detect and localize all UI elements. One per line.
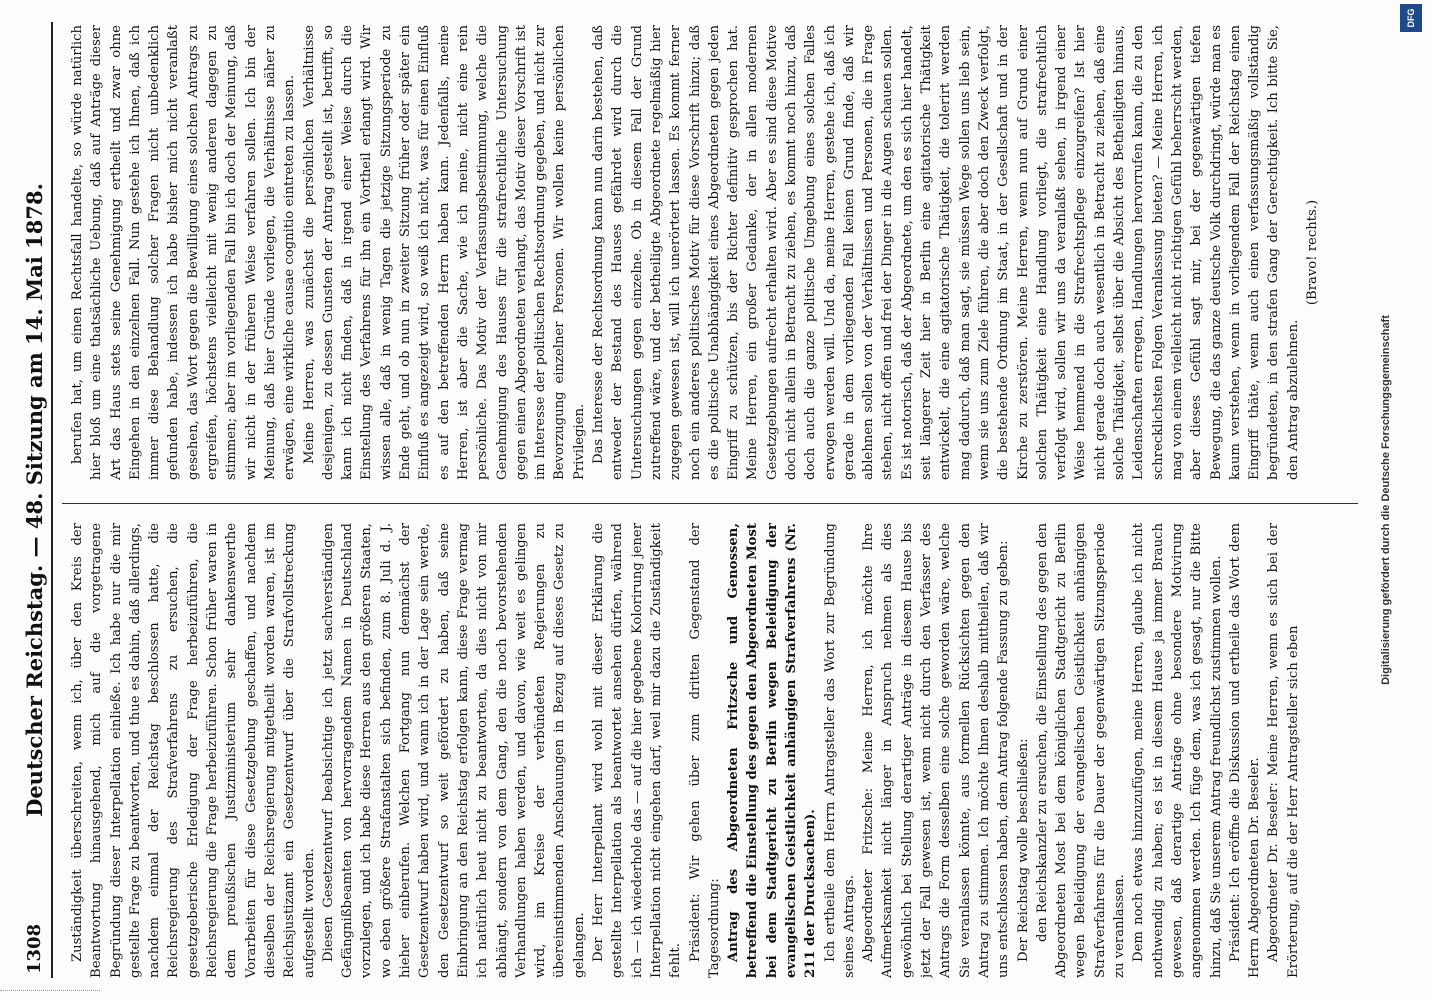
page-title: Deutscher Reichstag. — 48. Sitzung am 14. Mai 1878. bbox=[22, 183, 47, 817]
page-number: 1308 bbox=[24, 923, 45, 974]
paragraph: berufen hat, um einen Rechtsfall handelte, so würde natürlich hier bloß um eine thatsächliche Uebung, daß auf Anträge dieser Art das Haus stets seine Genehmigung ertheilt und zwar ohne Eingehen in den einzelnen Fall. Nun gestehe ich Ihnen, daß ich immer diese Behandlung solcher Fragen nicht unbedenklich gefunden habe, indessen ich habe bisher mich nicht veranlaßt gesehen, das Wort gegen die Bewilligung eines solchen Antrags zu ergreifen, höchstens vielleicht mit wenig anderen dagegen zu stimmen; aber im vorliegenden Fall bin ich doch der Meinung, daß wir nicht in der früheren Weise verfahren sollen. Ich bin der Meinung, daß hier Gründe vorliegen, die Verhältnisse näher zu erwägen, eine wirkliche causae cognitio eintreten zu lassen. bbox=[70, 25, 298, 480]
logo-text: DFG bbox=[1406, 8, 1416, 28]
credit-text: Digitalisierung gefördert durch die Deutsche Forschungsgemeinschaft bbox=[1380, 315, 1392, 685]
motion-text: den Reichskanzler zu ersuchen, die Einstellung des gegen den Abgeordneten Most bei dem königlichen Stadtgericht zu Berlin wegen Beleidigung der evangelischen Geistlichkeit anhängigen Strafverfahrens für die Dauer der gegenwärtigen Sitzungsperiode zu veranlassen. bbox=[1034, 523, 1128, 978]
text-column-left bbox=[68, 523, 1358, 978]
paragraph: Dem noch etwas hinzuzufügen, meine Herren, glaube ich nicht nothwendig zu haben; es ist in diesem Hause ja immer Brauch gewesen, daß derartige Anträge ohne besondere Motivirung angenommen werden. Ich füge dem, was ich gesagt, nur die Bitte hinzu, daß Sie unserem Antrag freundlichst zustimmen wollen. bbox=[1131, 523, 1224, 978]
paragraph: Abgeordneter Fritzsche: Meine Herren, ich möchte Ihre Aufmerksamkeit nicht länger in Anspruch nehmen als dies gewöhnlich bei Stellung derartiger Anträge in diesem Hause bis jetzt der Fall gewesen ist, wenn nicht durch den Verfasser des Antrags die Form desselben eine solche geworden wäre, welche Sie veranlassen könnte, aus formellen Rücksichten gegen den Antrag zu stimmen. Ich möchte Ihnen deshalb mittheilen, daß wir uns entschlossen haben, dem Antrag folgende Fassung zu geben: bbox=[861, 523, 1012, 978]
digitization-credit bbox=[1372, 0, 1400, 1000]
paragraph: Der Herr Interpellant wird wohl mit dieser Erklärung die gestellte Interpellation als beantwortet ansehen dürfen, während ich — ich wiederhole das — auf die hier gegebene Kolorirung jener Interpellation nicht eingehen darf, weil mir dazu die Zuständigkeit fehlt. bbox=[591, 523, 684, 978]
paragraph: Zuständigkeit überschreiten, wenn ich, über den Kreis der Beantwortung hinausgehend, mich auf die vorgetragene Begründung dieser Interpellation einließe. Ich habe nur die mir gestellte Frage zu beantworten, und thue es dahin, daß allerdings, nachdem einmal der Reichstag beschlossen hatte, die Reichsregierung des Strafverfahrens zu ersuchen, die gesetzgeberische Erledigung der Frage herbeizuführen, die Reichsregierung die Frage herbeizuführen. Schon früher waren in dem preußischen Justizministerium sehr dankenswerthe Vorarbeiten für diese Gesetzgebung geschaffen, und nachdem dieselben der Reichsregierung mitgetheilt worden waren, ist im Reichsjustizamt ein Gesetzentwurf über die Strafvollstreckung aufgestellt worden. bbox=[70, 523, 317, 978]
paragraph: Meine Herren, was zunächst die persönlichen Verhältnisse desjenigen, zu dessen Gunsten der Antrag gestellt ist, betrifft, so kann ich nicht finden, daß in irgend einer Weise durch die Einstellung des Verfahrens für ihn ein Vortheil erlangt wird. Wir wissen alle, daß in wenig Tagen die jetzige Sitzungsperiode zu Ende geht, und ob nun in zweiter Sitzung früher oder später ein Einfluß es angezeigt wird, so weiß ich nicht, was für einen Einfluß es auf den betreffenden Herrn haben kann. Jedenfalls, meine Herren, ist aber die Sache, wie ich meine, nicht eine rein persönliche. Das Motiv der Verfassungsbestimmung, welche die Genehmigung des Hauses für die strafrechtliche Untersuchung gegen einen Abgeordneten verlangt, das Motiv dieser Vorschrift ist im Interesse der politischen Rechtsordnung gegeben, und nicht zur Bevorzugung einzelner Personen. Wir wollen keine persönlichen Privilegien. bbox=[301, 25, 587, 480]
column-divider bbox=[62, 503, 1358, 504]
text-column-right bbox=[68, 25, 1358, 480]
header-rule bbox=[51, 22, 53, 978]
paragraph: Präsident: Wir gehen über zum dritten Gegenstand der Tagesordnung: bbox=[687, 523, 722, 978]
paragraph: Das Interesse der Rechtsordnung kann nun darin bestehen, daß entweder der Bestand des Hauses gefährdet wird durch die Untersuchungen gegen einzelne. Ob in diesem Fall der Grund zutreffend wäre, und der betheiligte Abgeordnete regelmäßig hier zugegen gewesen ist, will ich unerörtert lassen. Es kommt ferner noch ein anderes politisches Motiv für diese Vorschrift hinzu; daß es die politische Unabhängigkeit eines Abgeordneten gegen jeden Eingriff zu schützen, bis der Richter definitiv gesprochen hat. Meine Herren, ein großer Gedanke, der in allen modernen Gesetzgebungen aufrecht erhalten wird. Aber es sind diese Motive doch nicht allein in Betracht zu ziehen, es kommt noch hinzu, daß doch auch die ganze politische Umgebung eines solchen Falles erwogen werden will. Und da, meine Herren, gestehe ich, daß ich gerade in dem vorliegenden Fall keinen Grund finde, daß wir ablehnen sollen von der Verhältnissen und Personen, die in Frage stehen, nicht offen und frei der Dinger in die Augen schauen sollen. Es ist notorisch, daß der Abgeordnete, um den es sich hier handelt, seit längerer Zeit hier in Berlin eine agitatorische Thätigkeit entwickelt, die eine agitatorische Thätigkeit, die tolerirt werden mag dadurch, daß man sagt, sie müssen Wege sollen uns lieb sein, wenn sie uns zum Ziele führen, die aber doch den Zweck verfolgt, die bestehende Ordnung im Staat, in der Gesellschaft und in der Kirche zu zerstören. Meine Herren, wenn nun auf Grund einer solchen Thätigkeit eine Handlung vorliegt, die strafrechtlich verfolgt wird, sollen wir uns da veranlaßt sehen, in irgend einer Weise hemmend in die Strafrechtspflege einzugreifen? Ist hier nicht gerade doch auch wesentlich in Betracht zu ziehen, daß eine solche Thätigkeit, selbst über die Absicht des Betheiligten hinaus, Leidenschaften erregen, Handlungen hervorrufen kann, die zu den schrecklichsten Folgen Veranlassung bieten? — Meine Herren, ich mag von einem vielleicht nicht richtigen Gefühl beherrscht werden, aber dieses Gefühl sagt mir, bei der gegenwärtigen tiefen Bewegung, die das ganze deutsche Volk durchdringt, würde man es kaum verstehen, wenn in vorliegendem Fall der Reichstag einen Eingriff thäte, wenn auch einen verfassungsmäßig vollständig begründeten, in den strafen Gang der Gerechtigkeit. Ich bitte Sie, den Antrag abzulehnen. bbox=[591, 25, 1301, 480]
paragraph: Abgeordneter Dr. Beseler: Meine Herren, wenn es sich bei der Erörterung, auf die der Herr Antragsteller sich eben bbox=[1266, 523, 1301, 978]
paragraph: Der Reichstag wolle beschließen: bbox=[1015, 738, 1031, 962]
paragraph: Diesen Gesetzentwurf beabsichtige ich jetzt sachverständigen Gefängnißbeamten von hervorragendem Namen in Deutschland vorzulegen, und ich habe diese Herren aus den größeren Staaten, wo eben größere Strafanstalten sich befinden, zum 8. Juli d. J. hieher einberufen. Welchen Fortgang nun demnächst der Gesetzentwurf haben wird, und wann ich in der Lage sein werde, den Gesetzentwurf so weit gefördert zu haben, daß seine Einbringung an den Reichstag erfolgen kann, diese Frage vermag ich natürlich heut nicht zu beantworten, da dies nicht von mir abhängt, sondern von dem Gang, den die noch bevorstehenden Verhandlungen haben werden, und davon, wie weit es gelingen wird, im Kreise der verbündeten Regierungen zu übereinstimmenden Anschauungen in Bezug auf dieses Gesetz zu gelangen. bbox=[320, 523, 587, 978]
dfg-logo bbox=[1400, 4, 1422, 32]
agenda-item: Antrag des Abgeordneten Fritzsche und Genossen, betreffend die Einstellung des gegen den Abgeordneten Most bei dem Stadtgericht zu Berlin wegen Beleidigung der evangelischen Geistlichkeit anhängigen Strafverfahrens (Nr. 211 der Drucksachen). bbox=[726, 523, 819, 978]
scan-edge-marks bbox=[0, 990, 100, 997]
paragraph: Präsident: Ich eröffne die Diskussion und ertheile das Wort dem Herrn Abgeordneten Dr. Beseler. bbox=[1227, 523, 1263, 978]
page-header bbox=[18, 22, 52, 978]
applause-note: (Bravo! rechts.) bbox=[1305, 199, 1320, 306]
paragraph: Ich ertheile dem Herrn Antragsteller das Wort zur Begründung seines Antrags. bbox=[822, 523, 857, 978]
